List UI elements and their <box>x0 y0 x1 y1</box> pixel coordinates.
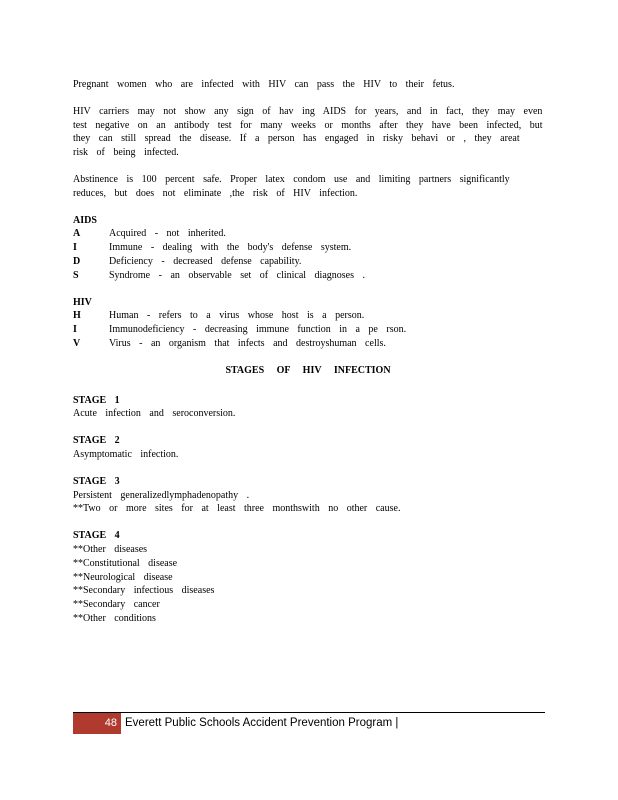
acronym-letter: V <box>73 337 81 349</box>
aids-acronym-block <box>73 214 543 283</box>
section-title: STAGES OF HIV INFECTION <box>225 364 391 376</box>
stage-block <box>73 394 543 422</box>
stage-title: STAGE 1 <box>73 394 120 406</box>
aids-heading: AIDS <box>73 214 97 226</box>
stage-line: **Neurological disease <box>73 571 173 583</box>
footer-title: Everett Public Schools Accident Prevention Program | <box>125 717 399 729</box>
stage-title: STAGE 4 <box>73 530 120 542</box>
acronym-definition: Acquired - not inherited. <box>109 228 226 240</box>
acronym-definition: Immunodeficiency - decreasing immune function in a pe rson. <box>109 324 407 336</box>
aids-row <box>73 241 543 255</box>
paragraph-abstinence: Abstinence is 100 percent safe. Proper latex condom use and limiting partners significantly reduces, but does not eliminate ,the risk of HIV infection. <box>73 173 510 199</box>
hiv-heading: HIV <box>73 296 92 308</box>
acronym-definition: Human - refers to a virus whose host is a person. <box>109 310 365 322</box>
stage-line: Asymptomatic infection. <box>73 448 179 460</box>
stage-block <box>73 475 543 516</box>
hiv-row <box>73 337 543 351</box>
acronym-definition: Immune - dealing with the body's defense system. <box>109 242 352 254</box>
stage-line: Acute infection and seroconversion. <box>73 408 236 420</box>
stage-line: **Secondary cancer <box>73 599 160 611</box>
stage-line: Persistent generalizedlymphadenopathy . <box>73 489 250 501</box>
acronym-letter: H <box>73 310 81 322</box>
stage-block <box>73 434 543 462</box>
aids-row <box>73 255 543 269</box>
page-content <box>73 78 543 639</box>
stage-title: STAGE 2 <box>73 435 120 447</box>
acronym-letter: I <box>73 242 77 254</box>
page-footer <box>73 712 545 734</box>
acronym-letter: S <box>73 269 79 281</box>
stage-line: **Other conditions <box>73 612 156 624</box>
paragraph-pregnancy: Pregnant women who are infected with HIV can pass the HIV to their fetus. <box>73 79 455 90</box>
page-number: 48 <box>73 713 121 734</box>
stage-line: **Two or more sites for at least three monthswith no other cause. <box>73 503 401 515</box>
acronym-definition: Syndrome - an observable set of clinical diagnoses . <box>109 269 365 281</box>
hiv-acronym-block <box>73 296 543 351</box>
aids-row <box>73 227 543 241</box>
stage-line: **Secondary infectious diseases <box>73 585 215 597</box>
paragraph-carriers: HIV carriers may not show any sign of hav ing AIDS for years, and in fact, they may even test negative on an antibody test for many weeks or months after they have been infected, but they can still spread the disease. If a person has engaged in risky behavi or , they areat risk of being infected. <box>73 105 543 159</box>
stage-line: **Other diseases <box>73 543 148 555</box>
aids-row <box>73 269 543 283</box>
acronym-definition: Deficiency - decreased defense capability. <box>109 255 302 267</box>
acronym-letter: A <box>73 228 81 240</box>
acronym-letter: I <box>73 324 77 336</box>
acronym-definition: Virus - an organism that infects and destroyshuman cells. <box>109 337 386 349</box>
stage-line: **Constitutional disease <box>73 557 178 569</box>
stage-title: STAGE 3 <box>73 475 120 487</box>
stage-block <box>73 529 543 626</box>
hiv-row <box>73 309 543 323</box>
hiv-row <box>73 323 543 337</box>
acronym-letter: D <box>73 255 81 267</box>
